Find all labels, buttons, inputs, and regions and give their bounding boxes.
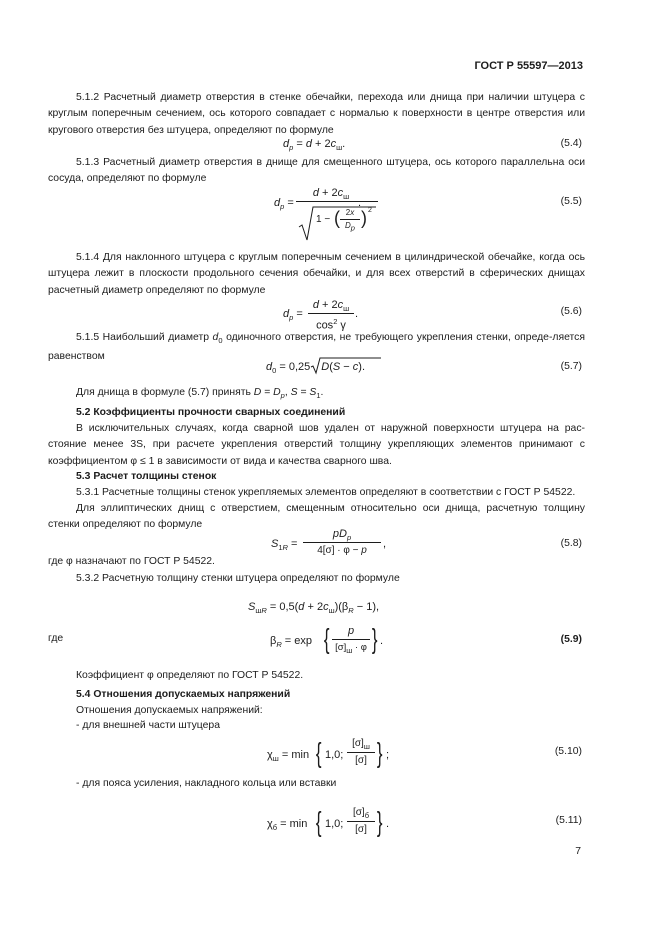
paragraph-where-phi: где φ назначают по ГОСТ Р 54522. — [48, 556, 215, 567]
paragraph-5-3-1-elliptic: Для эллиптических днищ с отверстием, смещенным относительно оси днища, расчетную толщину стенки определяют по формуле — [48, 503, 585, 531]
formula-shtutser-thickness: $S_{шR} = 0,5(d + 2c_ш)(\beta_R - 1)$, — [248, 601, 380, 616]
paragraph-5-2: В исключительных случаях, когда сварной шов удален от наружной поверхности штуцера на рас-стояние менее 3S, при расчете укрепления отверстий толщину укрепляющих элементов принимают с коэффициентом φ ≤ 1 в зависимости от вида и качества сварного шва. — [48, 423, 585, 467]
equation-number-5-11: (5.11) — [555, 815, 582, 826]
paragraph-5-3-2: 5.3.2 Расчетную толщину стенки штуцера определяют по формуле — [76, 573, 400, 584]
paragraph-5-1-4: 5.1.4 Для наклонного штуцера с круглым поперечным сечением в цилиндрической обечайке, когда ось штуцера лежит в плоскости продольного сечения обечайки, и для всех отверстий в сферических днищах расчетный диаметр определяют по формуле — [48, 252, 585, 296]
paragraph-5-1-5: 5.1.5 Наибольший диаметр $d_0$ одиночного отверстия, не требующего укрепления стенки, опреде-ляется равенством — [48, 332, 586, 363]
paragraph-5-1-5-end: одиночного отверстия, не требующего укрепления стенки, опреде-ляется равенством — [48, 332, 586, 363]
sqrt-symbol — [310, 357, 382, 375]
page-number: 7 — [575, 846, 581, 857]
list-item-outer-part: - для внешней части штуцера — [76, 720, 220, 731]
bottom-note-text: Для днища в формуле (5.7) принять — [76, 387, 251, 398]
paragraph-coefficient-phi: Коэффициент φ определяют по ГОСТ Р 54522. — [76, 670, 304, 681]
equation-number-5-8: (5.8) — [560, 538, 582, 549]
paragraph-5-1-3: 5.1.3 Расчетный диаметр отверстия в днище для смещенного штуцера, ось которого параллельна оси сосуда, определяют по формуле — [48, 157, 585, 185]
equation-number-5-10: (5.10) — [554, 746, 582, 757]
document-standard-header: ГОСТ Р 55597—2013 — [474, 60, 583, 72]
paragraph-5-1-5-start: 5.1.5 Наибольший диаметр — [76, 332, 209, 343]
equation-number-5-7: (5.7) — [560, 361, 582, 372]
paragraph-bottom-note: Для днища в формуле (5.7) принять $D = D_p$, $S = S_1$. — [76, 387, 324, 401]
equation-number-5-6: (5.6) — [560, 306, 582, 317]
formula-5-7: $d_0 = 0,25$ D(S − c). — [266, 360, 365, 378]
paragraph-5-4: Отношения допускаемых напряжений: — [76, 705, 263, 716]
equation-number-5-5: (5.5) — [560, 196, 582, 207]
list-item-reinforcement: - для пояса усиления, накладного кольца или вставки — [76, 778, 337, 789]
paragraph-5-3-1: 5.3.1 Расчетные толщины стенок укрепляемых элементов определяют в соответствии с ГОСТ Р 54522. — [76, 487, 576, 498]
word-where: где — [48, 633, 64, 644]
formula-5-4: $d_p = d + 2c_ш$. — [283, 138, 346, 153]
paragraph-5-1-2: 5.1.2 Расчетный диаметр отверстия в стенке обечайки, перехода или днища при наличии штуцера с круглым поперечным сечением, ось которого совпадает с нормалью к поверхности в центре отверстия или кругового отверстия без штуцера, определяют по формуле — [48, 92, 585, 136]
equation-number-5-9: (5.9) — [560, 634, 582, 645]
equation-number-5-4: (5.4) — [560, 138, 582, 149]
section-heading-5-4: 5.4 Отношения допускаемых напряжений — [76, 689, 291, 700]
section-heading-5-2: 5.2 Коэффициенты прочности сварных соединений — [76, 407, 346, 418]
section-heading-5-3: 5.3 Расчет толщины стенок — [76, 471, 217, 482]
